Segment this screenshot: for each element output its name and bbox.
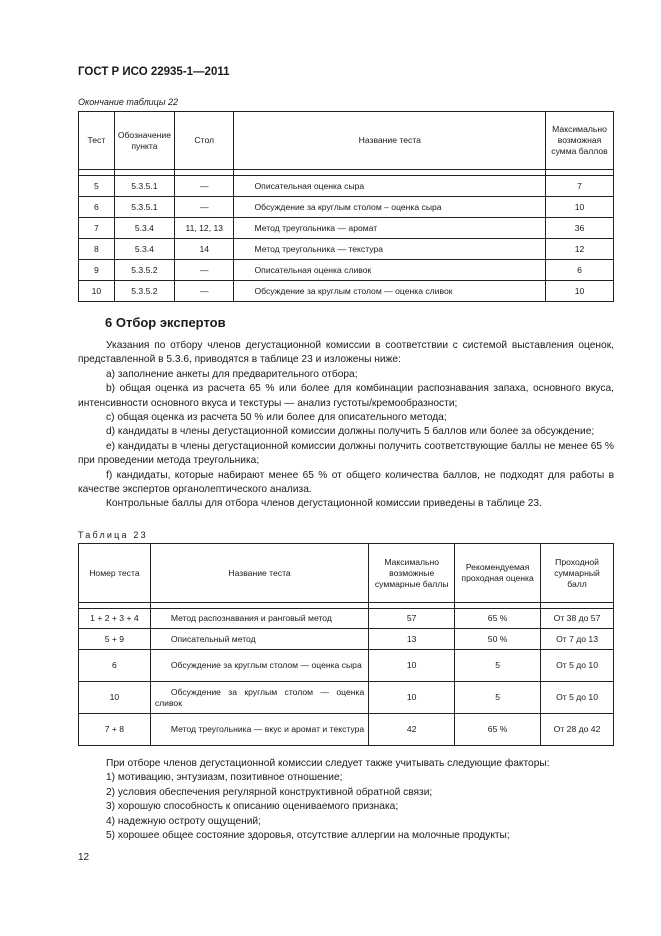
cell-table: — <box>174 197 234 218</box>
paragraph: Контрольные баллы для отбора членов дегустационной комиссии приведены в таблице 23. <box>106 498 542 510</box>
list-item: а) заполнение анкеты для предварительного отбора; <box>106 368 358 380</box>
list-item: 1) мотивацию, энтузиазм, позитивное отношение; <box>106 772 343 784</box>
cell-max-score: 10 <box>546 281 614 302</box>
table-23 <box>78 543 614 746</box>
cell-pass-range: От 5 до 10 <box>541 682 614 714</box>
cell-test-name: Описательная оценка сыра <box>234 176 546 197</box>
cell-clause: 5.3.4 <box>114 218 174 239</box>
list-item: d) кандидаты в члены дегустационной комиссии должны получить 5 баллов или более за обсуждение; <box>106 426 595 438</box>
cell-pass-rate: 50 % <box>455 629 541 650</box>
factors-list <box>78 757 614 843</box>
cell-test: 7 <box>79 218 115 239</box>
document-header: ГОСТ Р ИСО 22935-1—2011 <box>78 66 230 78</box>
cell-table: — <box>174 260 234 281</box>
cell-test: 5 <box>79 176 115 197</box>
column-header: Проходной суммарный балл <box>541 544 614 603</box>
cell-table: — <box>174 176 234 197</box>
list-item: c) общая оценка из расчета 50 % или более для описательного метода; <box>106 412 447 424</box>
table-row <box>79 609 614 629</box>
table22-caption: Окончание таблицы 22 <box>78 97 178 107</box>
cell-test-number: 6 <box>79 650 151 682</box>
cell-pass-range: От 38 до 57 <box>541 609 614 629</box>
table-row <box>79 176 614 197</box>
cell-test-name: Описательный метод <box>150 629 368 650</box>
column-header: Обозначение пункта <box>114 112 174 170</box>
column-header: Название теста <box>150 544 368 603</box>
cell-pass-rate: 65 % <box>455 714 541 746</box>
table-row <box>79 218 614 239</box>
cell-table: — <box>174 281 234 302</box>
list-item: 3) хорошую способность к описанию оцениваемого признака; <box>106 801 399 813</box>
cell-clause: 5.3.5.1 <box>114 197 174 218</box>
cell-max-score: 10 <box>369 650 455 682</box>
list-item: 4) надежную остроту ощущений; <box>106 815 261 827</box>
list-item: b) общая оценка из расчета 65 % или более для комбинации распознавания запаха, основного вкуса, интенсивности основного вкуса и текстуры — анализ густоты/кремообразности; <box>78 383 614 409</box>
cell-pass-rate: 5 <box>455 682 541 714</box>
cell-test-name: Обсуждение за круглым столом — оценка сыра <box>150 650 368 682</box>
column-header: Рекомендуемая проходная оценка <box>455 544 541 603</box>
cell-test: 9 <box>79 260 115 281</box>
column-header: Максимально возможная сумма баллов <box>546 112 614 170</box>
table-row <box>79 682 614 714</box>
list-item: 2) условия обеспечения регулярной конструктивной обратной связи; <box>106 786 433 798</box>
cell-pass-rate: 65 % <box>455 609 541 629</box>
paragraph: При отборе членов дегустационной комиссии следует также учитывать следующие факторы: <box>106 758 550 769</box>
section-body <box>78 339 614 512</box>
cell-test-name: Обсуждение за круглым столом — оценка сливок <box>234 281 546 302</box>
paragraph: Указания по отбору членов дегустационной комиссии в соответствии с системой выставления оценок, представленной в 5.3.6, приводятся в таблице 23 и изложены ниже: <box>78 340 614 366</box>
cell-max-score: 13 <box>369 629 455 650</box>
cell-test-number: 5 + 9 <box>79 629 151 650</box>
cell-max-score: 57 <box>369 609 455 629</box>
column-header: Стол <box>174 112 234 170</box>
list-item: 5) хорошее общее состояние здоровья, отсутствие аллергии на молочные продукты; <box>106 830 510 842</box>
column-header: Название теста <box>234 112 546 170</box>
column-header: Номер теста <box>79 544 151 603</box>
cell-clause: 5.3.5.1 <box>114 176 174 197</box>
cell-test-name: Метод треугольника — аромат <box>234 218 546 239</box>
cell-max-score: 10 <box>546 197 614 218</box>
cell-test-name: Обсуждение за круглым столом — оценка сливок <box>150 682 368 714</box>
table-row <box>79 281 614 302</box>
cell-max-score: 7 <box>546 176 614 197</box>
table-row <box>79 260 614 281</box>
list-item: е) кандидаты в члены дегустационной комиссии должны получить соответствующие баллы не менее 65 % при проведении метода треугольника; <box>78 440 614 467</box>
cell-test-number: 10 <box>79 682 151 714</box>
column-header: Максимально возможные суммарные баллы <box>369 544 455 603</box>
cell-max-score: 42 <box>369 714 455 746</box>
cell-max-score: 36 <box>546 218 614 239</box>
cell-test: 8 <box>79 239 115 260</box>
page-number: 12 <box>78 852 90 863</box>
cell-pass-range: От 28 до 42 <box>541 714 614 746</box>
cell-max-score: 12 <box>546 239 614 260</box>
cell-table: 11, 12, 13 <box>174 218 234 239</box>
cell-clause: 5.3.5.2 <box>114 260 174 281</box>
cell-max-score: 10 <box>369 682 455 714</box>
cell-pass-range: От 7 до 13 <box>541 629 614 650</box>
table-22 <box>78 111 614 302</box>
table-row <box>79 239 614 260</box>
cell-test-name: Метод треугольника — вкус и аромат и текстура <box>150 714 368 746</box>
table-row <box>79 650 614 682</box>
column-header: Тест <box>79 112 115 170</box>
cell-test: 6 <box>79 197 115 218</box>
cell-test-name: Обсуждение за круглым столом – оценка сыра <box>234 197 546 218</box>
cell-test: 10 <box>79 281 115 302</box>
cell-test-number: 7 + 8 <box>79 714 151 746</box>
cell-test-name: Метод треугольника — текстура <box>234 239 546 260</box>
table-row <box>79 714 614 746</box>
cell-table: 14 <box>174 239 234 260</box>
table23-caption: Таблица 23 <box>78 530 148 540</box>
list-item: f) кандидаты, которые набирают менее 65 % от общего количества баллов, не подходят для работы в качестве экспертов органолептического анализа. <box>78 469 614 496</box>
cell-pass-rate: 5 <box>455 650 541 682</box>
cell-test-name: Описательная оценка сливок <box>234 260 546 281</box>
cell-clause: 5.3.4 <box>114 239 174 260</box>
cell-max-score: 6 <box>546 260 614 281</box>
cell-test-name: Метод распознавания и ранговый метод <box>150 609 368 629</box>
cell-clause: 5.3.5.2 <box>114 281 174 302</box>
section-heading: 6 Отбор экспертов <box>105 315 226 330</box>
cell-pass-range: От 5 до 10 <box>541 650 614 682</box>
table-row <box>79 197 614 218</box>
cell-test-number: 1 + 2 + 3 + 4 <box>79 609 151 629</box>
table-row <box>79 629 614 650</box>
